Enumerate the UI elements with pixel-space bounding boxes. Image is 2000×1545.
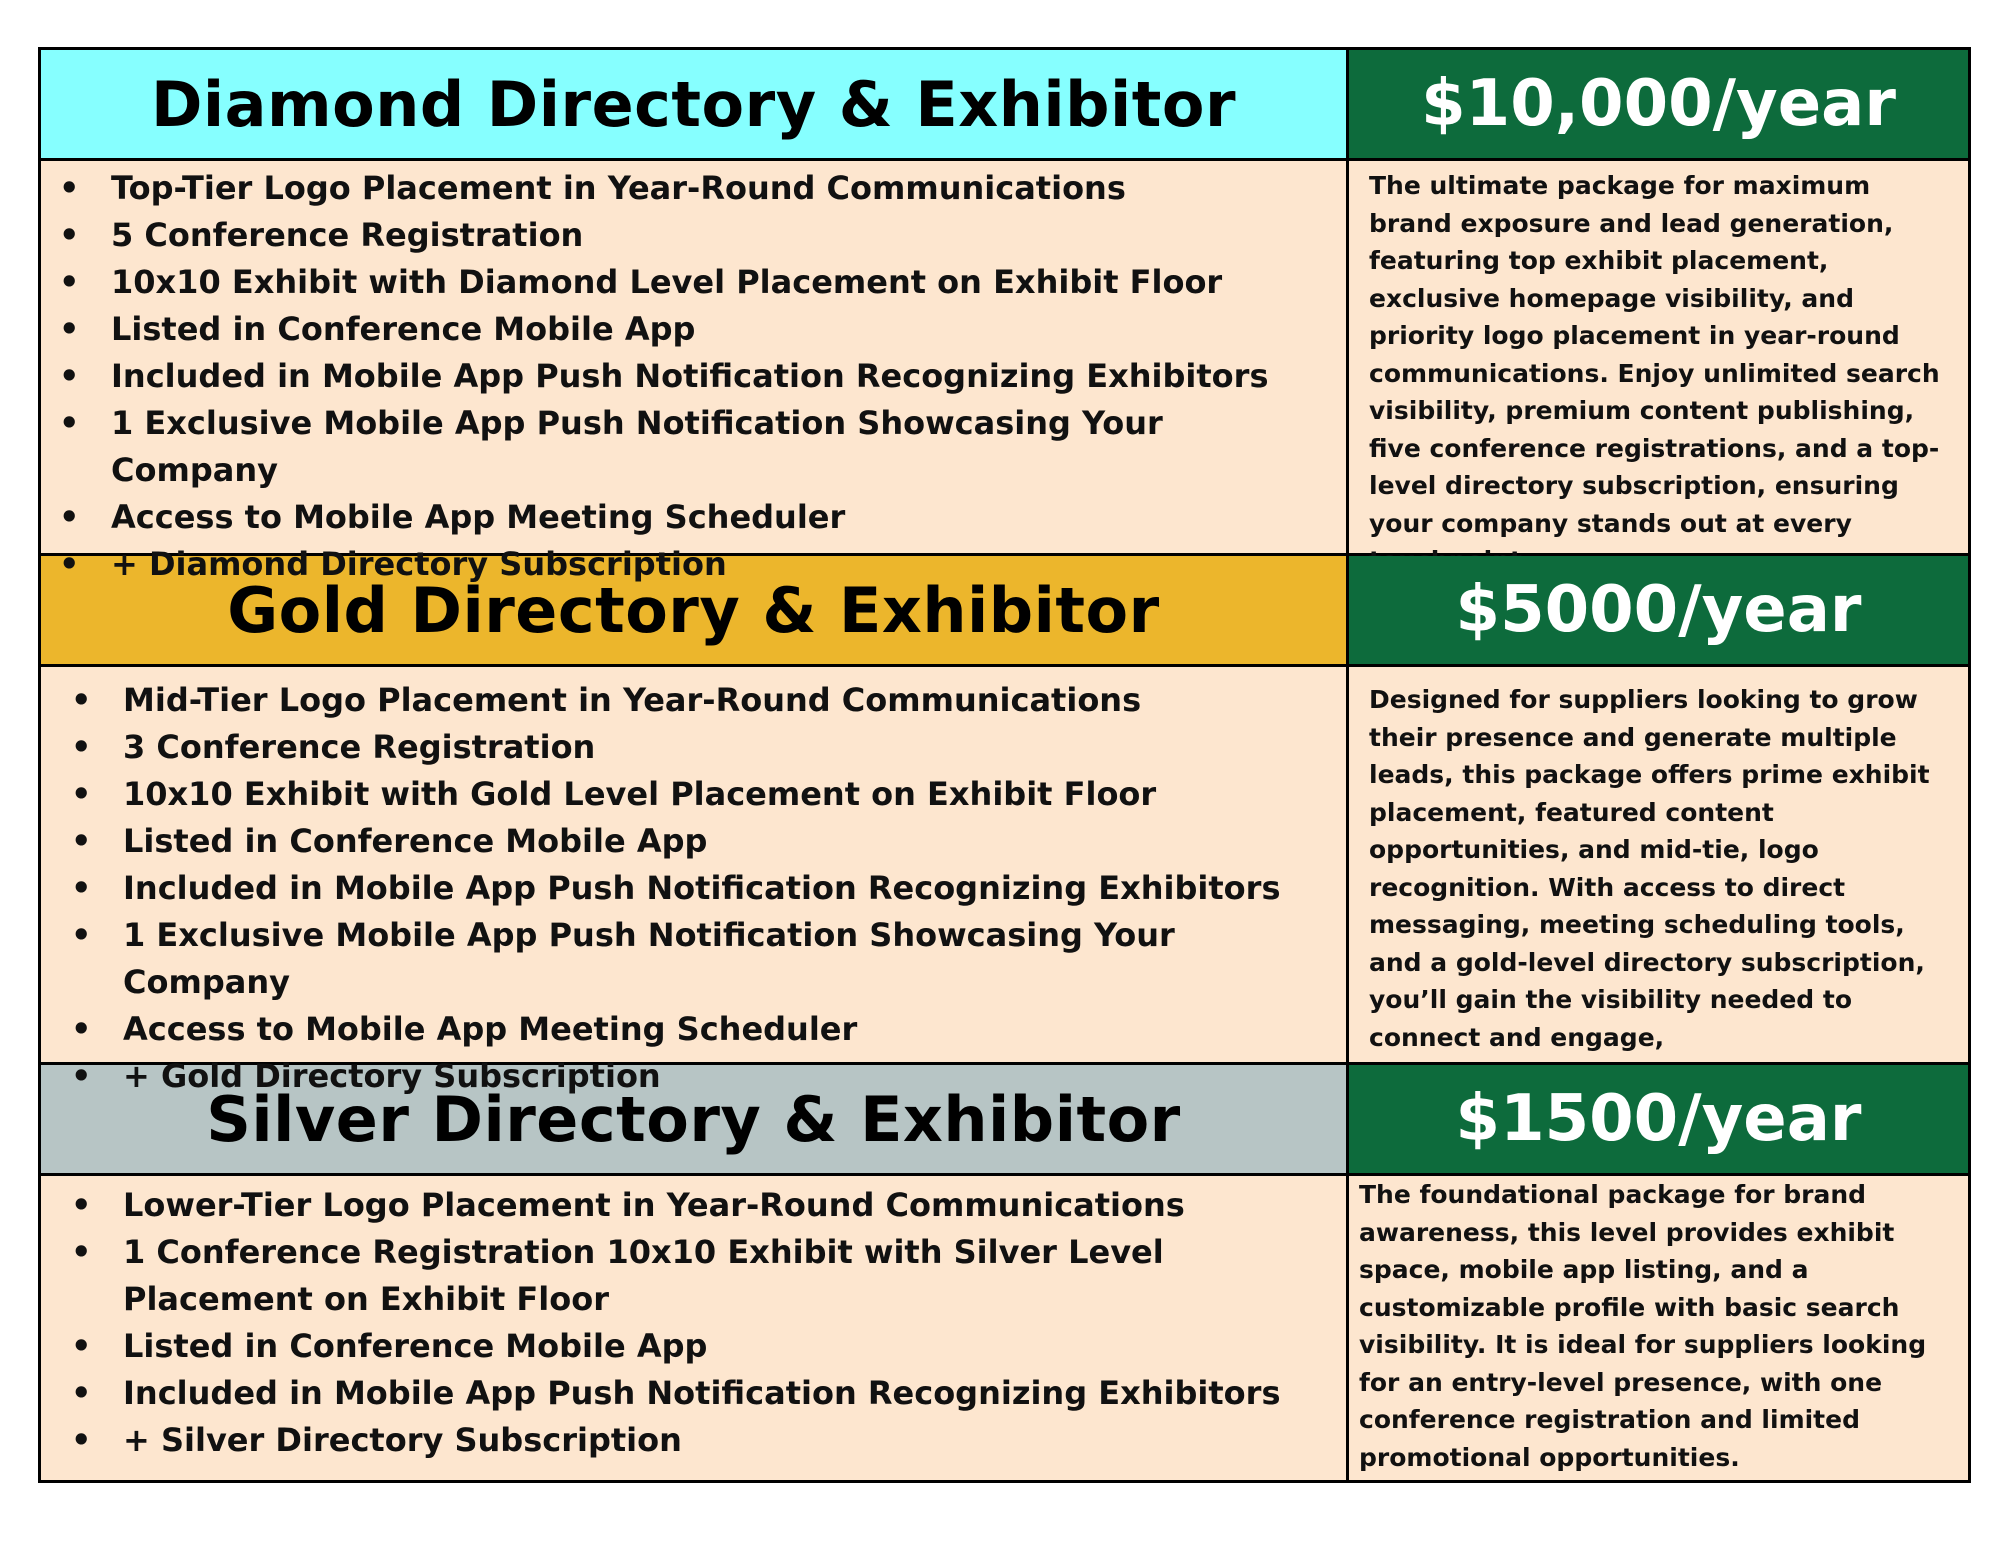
silver-benefits-cell xyxy=(41,1176,1349,1483)
list-item: • Included in Mobile App Push Notification Recognizing Exhibitors xyxy=(111,353,1326,400)
diamond-title: Diamond Directory & Exhibitor xyxy=(150,67,1237,141)
list-item: • + Diamond Directory Subscription xyxy=(111,541,1326,588)
silver-body-row xyxy=(41,1176,1971,1483)
diamond-body-row xyxy=(41,161,1971,583)
silver-price: $1500/year xyxy=(1455,1082,1862,1156)
gold-benefits-list xyxy=(123,677,1326,1100)
list-item: • Mid-Tier Logo Placement in Year-Round Communications xyxy=(123,677,1326,724)
silver-title: Silver Directory & Exhibitor xyxy=(206,1082,1181,1156)
list-item: • + Gold Directory Subscription xyxy=(123,1053,1326,1100)
gold-body-row xyxy=(41,667,1971,1095)
list-item: • 10x10 Exhibit with Diamond Level Placement on Exhibit Floor xyxy=(111,259,1326,306)
silver-price-cell xyxy=(1349,1065,1971,1176)
list-item: • Listed in Conference Mobile App xyxy=(123,818,1326,865)
diamond-benefits-list xyxy=(111,165,1326,588)
list-item: • Top-Tier Logo Placement in Year-Round Communications xyxy=(111,165,1326,212)
silver-benefits-list xyxy=(123,1182,1332,1464)
list-item: • 1 Exclusive Mobile App Push Notification Showcasing Your Company xyxy=(123,912,1326,1006)
diamond-price-cell xyxy=(1349,50,1971,161)
gold-description-cell xyxy=(1349,667,1971,1065)
gold-price: $5000/year xyxy=(1455,573,1862,647)
diamond-description: The ultimate package for maximum brand exposure and lead generation, featuring top exhibit placement, exclusive homepage visibility, and priority logo placement in year-round communications. Enjoy unlimited search visibility, premium content publishing, five conference registrations, and a top-level directory subscription, ensuring your company stands out at every xyxy=(1369,171,1940,538)
silver-description: The foundational package for brand awareness, this level provides exhibit space, mobile app listing, and a customizable profile with basic search visibility. It is ideal for suppliers looking for an entry-level presence, with one conference registration and limited promotional opportunities. xyxy=(1359,1180,1927,1472)
diamond-header-row xyxy=(41,50,1971,161)
gold-benefits-cell xyxy=(41,667,1349,1095)
diamond-title-cell xyxy=(41,50,1349,161)
list-item: • Access to Mobile App Meeting Scheduler xyxy=(123,1006,1326,1053)
list-item: • 1 Exclusive Mobile App Push Notification Showcasing Your Company xyxy=(111,400,1326,494)
diamond-benefits-cell xyxy=(41,161,1349,583)
list-item: • Listed in Conference Mobile App xyxy=(111,306,1326,353)
diamond-description-cell xyxy=(1349,161,1971,556)
list-item: • Included in Mobile App Push Notification Recognizing Exhibitors xyxy=(123,1370,1332,1417)
silver-description-cell xyxy=(1349,1176,1971,1483)
gold-price-cell xyxy=(1349,556,1971,667)
sponsorship-table xyxy=(38,47,1971,1483)
list-item: • 5 Conference Registration xyxy=(111,212,1326,259)
list-item: • 1 Conference Registration 10x10 Exhibit with Silver Level Placement on Exhibit Floor xyxy=(123,1229,1332,1323)
list-item: • Access to Mobile App Meeting Scheduler xyxy=(111,494,1326,541)
gold-title: Gold Directory & Exhibitor xyxy=(227,573,1160,647)
diamond-price: $10,000/year xyxy=(1421,67,1896,141)
list-item: • Included in Mobile App Push Notification Recognizing Exhibitors xyxy=(123,865,1326,912)
list-item: • 10x10 Exhibit with Gold Level Placement on Exhibit Floor xyxy=(123,771,1326,818)
list-item: • Lower-Tier Logo Placement in Year-Round Communications xyxy=(123,1182,1332,1229)
list-item: • + Silver Directory Subscription xyxy=(123,1417,1332,1464)
list-item: • 3 Conference Registration xyxy=(123,724,1326,771)
gold-description: Designed for suppliers looking to grow their presence and generate multiple leads, this package offers prime exhibit placement, featured content opportunities, and mid-tie, logo recognition. With access to direct messaging, meeting scheduling tools, and a gold-level directory subscription, you’ll gain the visibility needed to connect and engage, xyxy=(1369,685,1930,1052)
list-item: • Listed in Conference Mobile App xyxy=(123,1323,1332,1370)
